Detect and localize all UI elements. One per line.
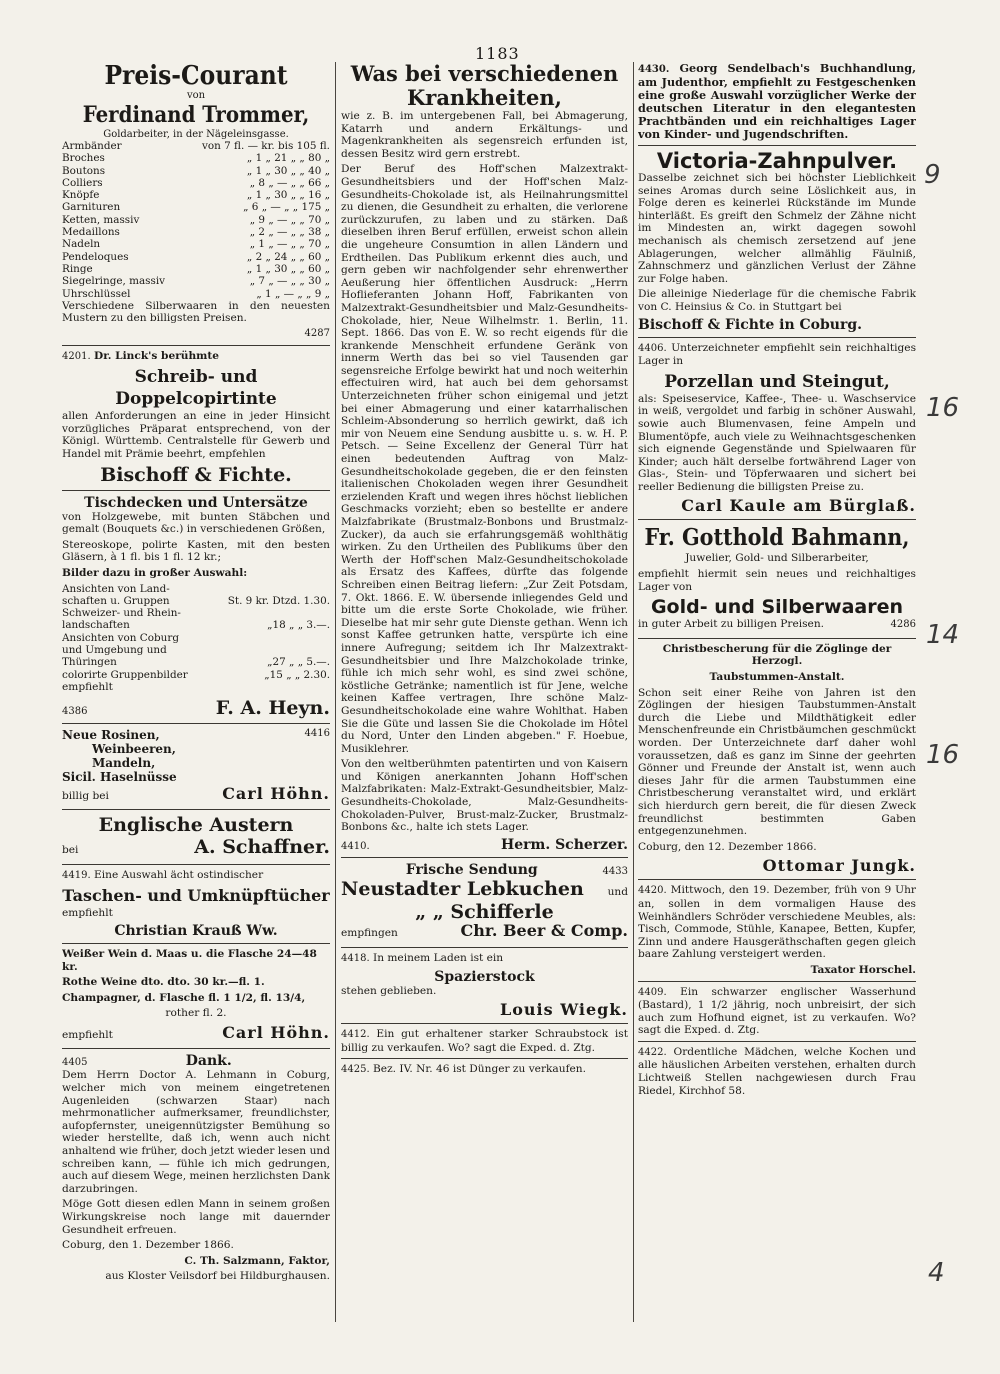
price-range: „ 9 „ — „ „ 70 „	[249, 213, 330, 226]
price-range: „ 2 „ 24 „ „ 60 „	[246, 250, 330, 263]
price-list-footer: Verschiedene Silberwaaren in den neuesten Mustern zu den billigsten Preisen.	[62, 299, 330, 325]
bilder-item: und Umgebung und	[62, 644, 167, 657]
price-item: Ketten, massiv	[62, 213, 140, 226]
ad-number: 4420.	[638, 885, 667, 897]
ad-headline: Dank.	[185, 1053, 232, 1070]
ad-body: als: Speiseservice, Kaffee-, Thee- u. Waschservice in weiß, vergoldet und farbig in schöner Auswahl, sowie auch Blumenvasen, feine Ampeln und Blumentöpfe, auch viele zu Weihnachtsgeschenken sich eignende Gegenstände und Spielwaaren für Kinder; auch hält derselbe fortwährend Lager von Glas-, Stein- und Töpferwaaren und sichert bei reeller Bedienung die billigsten Preise zu.	[638, 392, 916, 493]
handwritten-margin-mark: 16	[926, 740, 960, 770]
column-2	[341, 62, 628, 1326]
ad-body: Bilder dazu in großer Auswahl:	[62, 566, 248, 579]
bilder-row	[62, 583, 330, 595]
ad-sub: Juwelier, Gold- und Silberarbeiter,	[685, 552, 869, 565]
ad-number: 4422.	[638, 1046, 667, 1058]
ad-goods-list	[62, 728, 177, 784]
bilder-row	[62, 656, 330, 668]
wine-line: rother fl. 2.	[165, 1007, 227, 1020]
bilder-item: schaften u. Gruppen	[62, 594, 170, 607]
column-1	[62, 62, 330, 1326]
ad-number: 4287	[304, 328, 330, 340]
ad-lead: Dr. Linck's berühmte	[94, 349, 220, 362]
ad-body: Unterzeichneter empfiehlt sein reichhaltiges Lager in	[638, 341, 916, 368]
ad-signature: F. A. Heyn.	[215, 696, 330, 719]
ad-signature: C. Th. Salzmann, Faktor,	[184, 1254, 330, 1267]
ad-headline: Christbescherung für die Zöglinge der Herzogl.	[662, 642, 892, 668]
bilder-price	[210, 583, 330, 595]
bilder-item: Thüringen	[62, 656, 117, 669]
price-row	[62, 189, 330, 201]
price-row	[62, 201, 330, 213]
ad-headline: „ „ Schifferle	[415, 901, 554, 924]
ad-body: Ein schwarzer englischer Wasserhund (Bastard), 1 1/2 jährig, noch unbreisirt, der sich auch zum Hofhund eignet, ist zu verkaufen. Wo? sagt die Exped. d. Ztg.	[638, 985, 916, 1037]
ad-empfiehlt: empfingen	[341, 927, 398, 940]
ad-headline: Taschen- und Umknüpftücher	[62, 886, 330, 906]
ad-number: 4406.	[638, 342, 667, 354]
goods-line: Neue Rosinen,	[62, 727, 160, 742]
ad-headline: Was bei verschiedenen Krankheiten,	[350, 62, 619, 110]
ad-empfiehlt: empfiehlt	[62, 1028, 113, 1041]
goods-line: Weinbeeren,	[92, 741, 176, 756]
column-rule	[633, 62, 634, 1322]
price-row	[62, 238, 330, 250]
ad-body: Georg Sendelbach's Buchhandlung, am Judenthor, empfiehlt zu Festgeschenken eine große Auswahl vorzüglicher Werke der deutschen Literatur in den elegantesten Prachtbänden und ein reichhaltiges Lager von Kinder- und Jugendschriften.	[638, 62, 916, 141]
ad-headline: Porzellan und Steingut,	[664, 371, 890, 392]
handwritten-margin-mark: 4	[928, 1258, 945, 1288]
price-range: „ 7 „ — „ „ 30 „	[249, 275, 330, 288]
price-range: „ 1 „ 30 „ „ 16 „	[246, 189, 330, 202]
price-item: Boutons	[62, 164, 106, 177]
price-row	[62, 165, 330, 177]
ad-number: 4409.	[638, 986, 667, 998]
price-row	[62, 288, 330, 300]
ad-body: Möge Gott diesen edlen Mann in seinem großen Wirkungskreise noch lange mit dauernder Gesundheit erfreuen.	[62, 1198, 330, 1236]
bilder-price: „15 „ „ 2.30.	[264, 668, 330, 681]
ad-number: 4433	[602, 865, 628, 877]
ad-headline: Frische Sendung	[405, 861, 538, 878]
ad-body: Ein gut erhaltener starker Schraubstock ist billig zu verkaufen. Wo? sagt die Exped. d. Ztg.	[341, 1028, 628, 1054]
ad-signature: Bischoff & Fichte in Coburg.	[638, 316, 863, 333]
price-row	[62, 140, 330, 152]
ad-billig: billig bei	[62, 789, 109, 802]
ad-signature: Carl Höhn.	[222, 1022, 330, 1042]
bilder-price	[210, 644, 330, 656]
ad-body: Schon seit einer Reihe von Jahren ist den Zöglingen der hiesigen Taubstummen-Anstalt durch die Liebe und Mildthätigkeit edler Menschenfreunde ein Christbäumchen geschmückt worden. Der Unterzeichnete darf daher wohl voraussetzen, daß es ganz im Sinne der geehrten Gönner und Freunde der Anstalt ist, wenn auch dieses Jahr für die armen Taubstummen eine Christbescherung veranstaltet wird, und erklärt sich hierdurch gern bereit, die für diesen Zweck freundlichst bestimmten Gaben entgegenzunehmen.	[638, 686, 916, 838]
ad-number: 4425.	[341, 1064, 370, 1076]
ad-body: in guter Arbeit zu billigen Preisen.	[638, 618, 825, 631]
price-range: „ 1 „ 21 „ „ 80 „	[246, 152, 330, 165]
bilder-item: Schweizer- und Rhein-	[62, 607, 181, 620]
ad-body: Bez. IV. Nr. 46 ist Dünger zu verkaufen.	[373, 1063, 586, 1076]
ad-number: 4412.	[341, 1029, 370, 1041]
ad-body: Die alleinige Niederlage für die chemische Fabrik von C. Heinsius & Co. in Stuttgart bei	[638, 288, 916, 313]
ad-signature: Christian Krauß Ww.	[114, 922, 278, 939]
ad-headline: Taubstummen-Anstalt.	[709, 671, 845, 684]
price-row	[62, 177, 330, 189]
ad-headline: Fr. Gotthold Bahmann,	[644, 524, 910, 552]
price-list-title: Preis-Courant	[104, 62, 288, 91]
price-row	[62, 226, 330, 238]
ad-body: Stereoskope, polirte Kasten, mit den besten Gläsern, à 1 fl. bis 1 fl. 12 kr.;	[62, 538, 330, 564]
ad-signature-place: aus Kloster Veilsdorf bei Hildburghausen.	[105, 1270, 330, 1283]
wine-line: Weißer Wein d. Maas u. die Flasche 24—48 kr.	[62, 947, 317, 973]
goods-line: Mandeln,	[92, 755, 156, 770]
price-item: Armbänder	[62, 140, 122, 152]
price-range: von 7 fl. — kr. bis 105 fl.	[202, 140, 330, 152]
price-item: Uhrschlüssel	[62, 287, 131, 300]
wine-line: Champagner, d. Flasche fl. 1 1/2, fl. 13/4,	[62, 991, 306, 1004]
bilder-row	[62, 619, 330, 631]
price-item: Garnituren	[62, 201, 121, 214]
bilder-row	[62, 632, 330, 644]
ad-empfiehlt: empfiehlt	[62, 680, 113, 693]
price-row	[62, 214, 330, 226]
price-range: „ 1 „ — „ „ 70 „	[249, 238, 330, 251]
bilder-item: Ansichten von Land-	[62, 582, 170, 595]
ad-bei: bei	[62, 844, 79, 857]
ad-number: 4405	[62, 1057, 88, 1069]
handwritten-margin-mark: 14	[926, 620, 960, 650]
ad-headline: Neustadter Lebkuchen	[341, 877, 584, 900]
ad-number: 4410.	[341, 840, 370, 852]
bilder-item: landschaften	[62, 619, 130, 632]
ad-number: 4416	[304, 727, 330, 739]
ad-signature: Taxator Horschel.	[810, 963, 916, 976]
price-item: Pendeloques	[62, 250, 129, 263]
bilder-item: Ansichten von Coburg	[62, 631, 179, 644]
price-row	[62, 251, 330, 263]
bilder-price: „27 „ „ 5.—.	[267, 656, 330, 669]
ad-body: Dem Herrn Doctor A. Lehmann in Coburg, welcher mich von meinem eingetretenen Augenleiden (schwarzen Staar) nach mehrmonatlicher aufmerksamer, freundlichster, aufopfernster, uneigennützigster Bemühung so wieder herstellte, daß ich, wenn auch nicht anhaltend wie früher, doch jetzt wieder lesen und schreiben kann, — fühle ich mich gedrungen, auch auf diesem Wege, meinen herzlichsten Dank darzubringen.	[62, 1069, 330, 1195]
ad-signature: A. Schaffner.	[194, 836, 330, 859]
ad-number: 4286	[890, 619, 916, 631]
ad-body: Der Beruf des Hoff'schen Malzextrakt-Gesundheitsbiers und der Hoff'schen Malz-Gesundheits-Chokolade ist, als Heilnahrungsmittel zu dienen, die Gesundheit zu erhalten, die verlorene zurückzurufen, zu laben und zu stärken. Daß dieselben ihren Beruf erfüllen, erweist schon allein die ungeheure Consumtion in allen Ländern und Erdtheilen. Das Publikum erkennt dies auch, und gern geben wir nachfolgender sehr ehrenwerther Aeußerung hier öffentlichen Ausdruck: „Herrn Hoflieferanten Johann Hoff, Fabrikanten von Malzextrakt-Gesundheitsbier und Malz-Gesundheits-Chokolade, hier, Neue Wilhelmstr. 1. Berlin, 11. Sept. 1866. Das von E. W. so recht eigends für die krankende Menschheit erfundene Geränk von innerm Werth das bei so viel Tausenden gar segensreiche Erfolge bewirkt hat und noch weiterhin effectuiren wird, hat auch bei dem gehorsamst Unterzeichneten früher schon einigemal und jetzt bei einer Abmagerung und einer katarrhalischen Schleim-Absonderung so herrlich gewirkt, daß ich mir von Neuem eine Sendung ausbitte u. s. w. H. P. Petsch. — Seine Excellenz der General Türr hat einen bedeutenden Auftrag von Malz-Gesundheitschokolade gegeben, die er den feinsten italienischen Chokoladen wegen ihrer Gesundheit erzielenden Kraft und wegen ihres höchst lieblichen Geschmacks vorzieht; eben so bestellte er andere Malzfabrikate (Brustmalz-Bonbons und Brustmalz-Zucker), da auch sie erfahrungsgemäß wohlthätig wirken. Zu den Urtheilen des Publikums über den Werth der Hoff'schen Malz-Gesundheitschokolade als Ersatz des Kaffees, dürfte das folgende Schreiben einen Beitrag liefern: „Zur Zeit Potsdam, 7. Okt. 1866. E. W. übersende inliegendes Geld und bitte um die erste Sorte Chokolade, wie früher. Dieselbe hat mir sehr gute Dienste gethan. Wenn ich sonst Kaffee getrunken hatte, verspürte ich eine innere Aufregung; seitdem ich Ihr Malzextrakt-Gesundheitsbier und Ihre Malzchokolade trinke, fühle ich mich sehr wohl, es sind zwei schöne, köstliche Getränke; namentlich ist für Jene, welche keinen Kaffee vertragen, Ihre schöne Malz-Gesundheitschokolade eine wahre Wohlthat. Haben Sie die Güte und lassen Sie die Chokolade im Hôtel du Nord, Unter den Linden abgeben." F. Hoebue, Musiklehrer.	[341, 163, 628, 755]
ad-signature: Carl Kaule am Bürglaß.	[681, 496, 916, 516]
price-item: Nadeln	[62, 238, 101, 251]
column-rule	[335, 62, 336, 1322]
price-table	[62, 140, 330, 300]
price-item: Broches	[62, 152, 105, 165]
ad-empfiehlt: empfiehlt	[62, 907, 113, 920]
ad-body: Mittwoch, den 19. Dezember, früh von 9 Uhr an, sollen in dem vormaligen Hause des Weinhändlers Schröder verschiedene Meubles, als: Tisch, Commode, Stühle, Kanapee, Betten, Kupfer, Zinn und andere Hausgeräthschaften gegen gleich baare Zahlung versteigert werden.	[638, 884, 916, 961]
ad-signature: Carl Höhn.	[222, 783, 330, 803]
ad-number: 4430.	[638, 64, 670, 75]
price-range: „ 1 „ 30 „ „ 40 „	[246, 164, 330, 177]
price-range: „ 1 „ 30 „ „ 60 „	[246, 262, 330, 275]
price-item: Colliers	[62, 176, 103, 189]
ad-date: Coburg, den 12. Dezember 1866.	[638, 840, 817, 853]
price-range: „ 1 „ — „ „ 9 „	[256, 287, 330, 300]
price-range: „ 2 „ — „ „ 38 „	[249, 226, 330, 239]
price-range: „ 8 „ — „ „ 66 „	[249, 176, 330, 189]
ad-number: 4386	[62, 705, 88, 717]
ad-body: wie z. B. im untergebenen Fall, bei Abmagerung, Katarrh und andern Erkältungs- und Magenkrankheiten als segensreich erfunden ist, dessen Besitz wird gern erstrebt.	[341, 110, 628, 160]
ad-signature: Louis Wiegk.	[500, 1000, 628, 1020]
bilder-price: „18 „ „ 3.—.	[267, 619, 330, 632]
ad-body: empfiehlt hiermit sein neues und reichhaltiges Lager von	[638, 568, 916, 593]
price-row	[62, 275, 330, 287]
price-list-name: Ferdinand Trommer,	[82, 102, 310, 128]
price-item: Knöpfe	[62, 189, 100, 202]
ad-body: allen Anforderungen an eine in jeder Hinsicht vorzügliches Präparat entsprechend, von der Königl. Württemb. Centralstelle für Gewerb und Handel mit Prämie beehrt, empfehlen	[62, 410, 330, 461]
price-row	[62, 152, 330, 164]
bilder-price	[210, 607, 330, 619]
ad-signature: Bischoff & Fichte.	[100, 463, 292, 486]
bilder-row	[62, 595, 330, 607]
price-item: Ringe	[62, 262, 93, 275]
ad-headline: Victoria-Zahnpulver.	[656, 149, 898, 173]
price-list-sub: Goldarbeiter, in der Nägeleinsgasse.	[103, 129, 289, 140]
ad-body: stehen geblieben.	[341, 984, 437, 997]
goods-line: Sicil. Haselnüsse	[62, 769, 177, 784]
ad-number: 4419.	[62, 869, 91, 881]
ad-und: und	[607, 885, 628, 898]
ad-signature: Ottomar Jungk.	[762, 856, 916, 876]
ad-lead: Eine Auswahl ächt ostindischer	[94, 868, 264, 881]
wine-line: Rothe Weine dto. dto. 30 kr.—fl. 1.	[62, 976, 265, 989]
ad-body: Von den weltberühmten patentirten und von Kaisern und Königen anerkannten Johann Hoff'schen Malzfabrikaten: Malz-Extrakt-Gesundheitsbier, Malz-Gesundheits-Chokolade, Malz-Gesundheits-Chokoladen-Pulver, Brust-malz-Zucker, Brustmalz-Bonbons &c., halte ich stets Lager.	[341, 758, 628, 834]
ad-headline: Spazierstock	[434, 968, 535, 985]
ad-body: Dasselbe zeichnet sich bei höchster Lieblichkeit seines Aromas durch seine Löslichkeit aus, in Folge deren es keinerlei Rückstände im Munde hinterläßt. Es greift den Schmelz der Zähne nicht im Mindesten an, wirkt dagegen sowohl mechanisch als chemisch zersetzend auf jene Ablagerungen, welcher allmählig Fäulniß, Zahnschmerz und gänzlichen Verlust der Zähne zur Folge haben.	[638, 172, 916, 285]
ad-body: In meinem Laden ist ein	[373, 952, 504, 965]
price-range: „ 6 „ — „ „ 175 „	[243, 201, 330, 214]
ad-signature: Chr. Beer & Comp.	[460, 921, 628, 941]
ad-date: Coburg, den 1. Dezember 1866.	[62, 1239, 234, 1252]
bilder-row	[62, 644, 330, 656]
bilder-table	[62, 583, 330, 681]
column-3	[638, 62, 916, 1326]
bilder-price: St. 9 kr. Dtzd. 1.30.	[227, 594, 330, 607]
ad-signature: Herm. Scherzer.	[501, 836, 628, 853]
price-row	[62, 263, 330, 275]
handwritten-margin-mark: 9	[924, 160, 941, 190]
price-list-von: von	[186, 90, 206, 101]
bilder-price	[210, 632, 330, 644]
ad-body: Ordentliche Mädchen, welche Kochen und alle häuslichen Arbeiten verstehen, erhalten durch Lichtweiß Stellen nachgewiesen durch Frau Riedel, Kirchhof 58.	[638, 1045, 916, 1097]
ad-headline: Tischdecken und Untersätze	[84, 494, 308, 511]
handwritten-margin-mark: 16	[926, 393, 960, 423]
ad-number: 4201.	[62, 350, 91, 362]
ad-headline: Gold- und Silberwaaren	[650, 596, 904, 619]
bilder-row	[62, 607, 330, 619]
page-number: 1183	[475, 44, 520, 63]
bilder-row	[62, 669, 330, 681]
ad-headline: Schreib- und Doppelcopirtinte	[115, 367, 277, 410]
bilder-item: colorirte Gruppenbilder	[62, 668, 188, 681]
ad-number: 4418.	[341, 953, 370, 965]
ad-headline: Englische Austern	[98, 814, 294, 837]
price-item: Siegelringe, massiv	[62, 275, 166, 288]
price-item: Medaillons	[62, 226, 120, 239]
ad-body: von Holzgewebe, mit bunten Stäbchen und gemalt (Bouquets &c.) in verschiedenen Größen,	[62, 510, 330, 536]
